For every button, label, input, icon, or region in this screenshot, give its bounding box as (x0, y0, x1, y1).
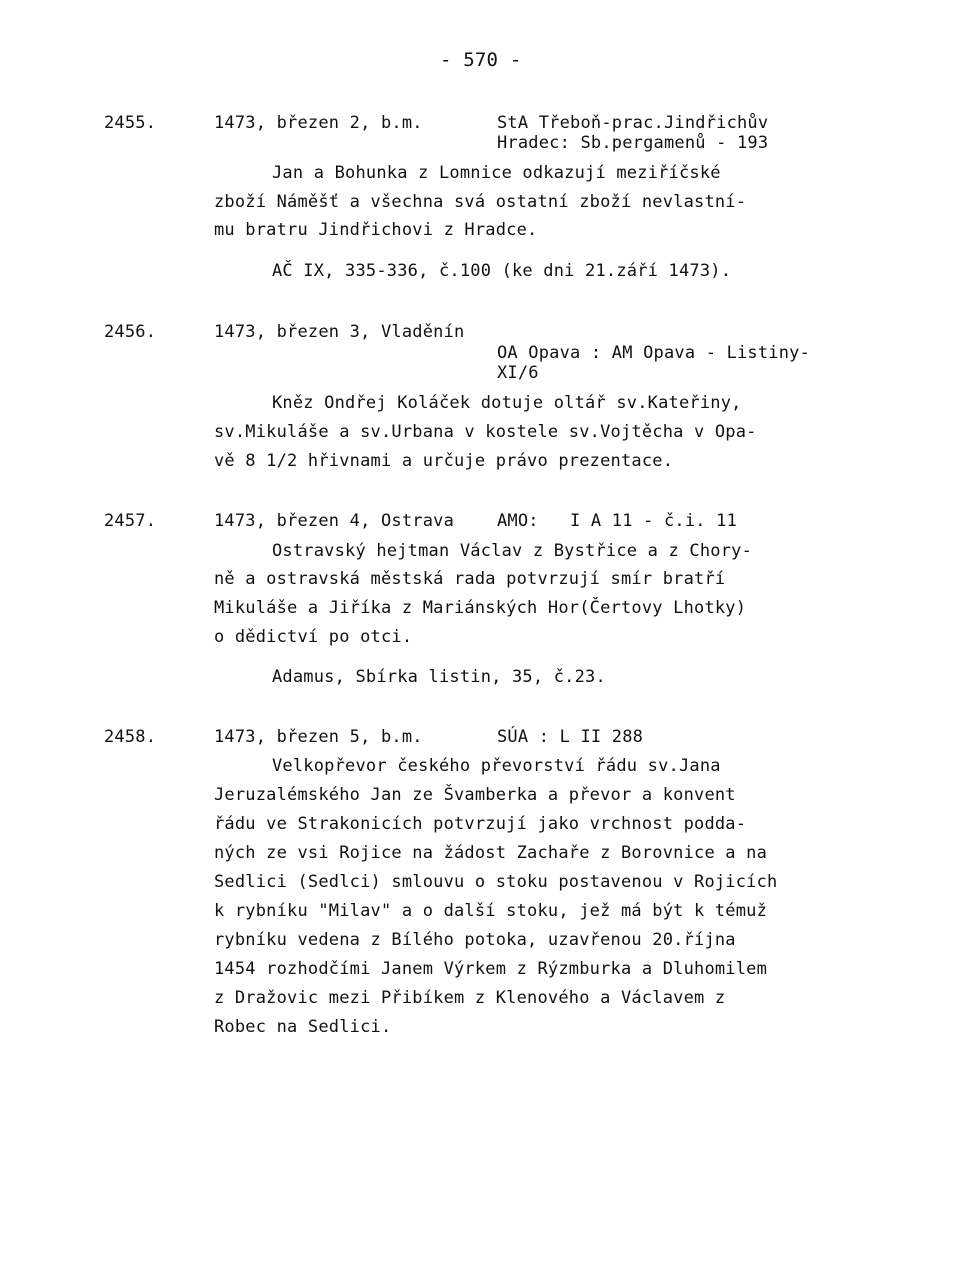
entry-text-line: z Dražovic mezi Přibíkem z Klenového a Václavem z (214, 988, 726, 1008)
entry-text-line: Ostravský hejtman Václav z Bystřice a z Chory- (272, 541, 753, 561)
archive-line: SÚA : L II 288 (497, 727, 644, 747)
entry-text-line: vě 8 1/2 hřivnami a určuje právo prezentace. (214, 451, 674, 471)
entry-text-line: Kněz Ondřej Koláček dotuje oltář sv.Kateřiny, (272, 393, 742, 413)
entry-text-line: k rybníku "Milav" a o další stoku, jež má být k témuž (214, 901, 768, 921)
entry-text-line: rybníku vedena z Bílého potoka, uzavřenou 20.října (214, 930, 736, 950)
archive-line: OA Opava : AM Opava - Listiny- (497, 343, 811, 363)
entry-date: 1473, březen 3, Vladěnín (214, 322, 465, 342)
entry-number: 2457. (104, 511, 157, 531)
entry-text-line: mu bratru Jindřichovi z Hradce. (214, 220, 538, 240)
entry-number: 2456. (104, 322, 157, 342)
archive-line: AMO: I A 11 - č.i. 11 (497, 511, 738, 531)
entry-text-line: Robec na Sedlici. (214, 1017, 392, 1037)
entry-date: 1473, březen 5, b.m. (214, 727, 423, 747)
entry-text-line: o dědictví po otci. (214, 627, 413, 647)
entry-reference: AČ IX, 335-336, č.100 (ke dni 21.září 1473). (272, 261, 732, 281)
entry-text-line: Sedlici (Sedlci) smlouvu o stoku postavenou v Rojicích (214, 872, 778, 892)
page-number: - 570 - (440, 49, 522, 71)
archive-line: XI/6 (497, 363, 539, 383)
archive-line: Hradec: Sb.pergamenů - 193 (497, 133, 769, 153)
entry-text-line: Mikuláše a Jiříka z Mariánských Hor(Čertovy Lhotky) (214, 598, 747, 618)
entry-text-line: sv.Mikuláše a sv.Urbana v kostele sv.Vojtěcha v Opa- (214, 422, 757, 442)
entry-text-line: Jeruzalémského Jan ze Švamberka a převor a konvent (214, 785, 736, 805)
entry-text-line: ných ze vsi Rojice na žádost Zachaře z Borovnice a na (214, 843, 768, 863)
entry-date: 1473, březen 2, b.m. (214, 113, 423, 133)
entry-text-line: Velkopřevor českého převorství řádu sv.Jana (272, 756, 721, 776)
entry-text-line: řádu ve Strakonicích potvrzují jako vrchnost podda- (214, 814, 747, 834)
entry-text-line: Jan a Bohunka z Lomnice odkazují meziříčské (272, 163, 721, 183)
entry-reference: Adamus, Sbírka listin, 35, č.23. (272, 667, 606, 687)
entry-number: 2455. (104, 113, 157, 133)
entry-text-line: ně a ostravská městská rada potvrzují smír bratří (214, 569, 726, 589)
entry-number: 2458. (104, 727, 157, 747)
entry-date: 1473, březen 4, Ostrava (214, 511, 455, 531)
entry-text-line: 1454 rozhodčími Janem Výrkem z Rýzmburka a Dluhomilem (214, 959, 768, 979)
archive-line: StA Třeboň-prac.Jindřichův (497, 113, 769, 133)
entry-text-line: zboží Náměšť a všechna svá ostatní zboží nevlastní- (214, 192, 747, 212)
